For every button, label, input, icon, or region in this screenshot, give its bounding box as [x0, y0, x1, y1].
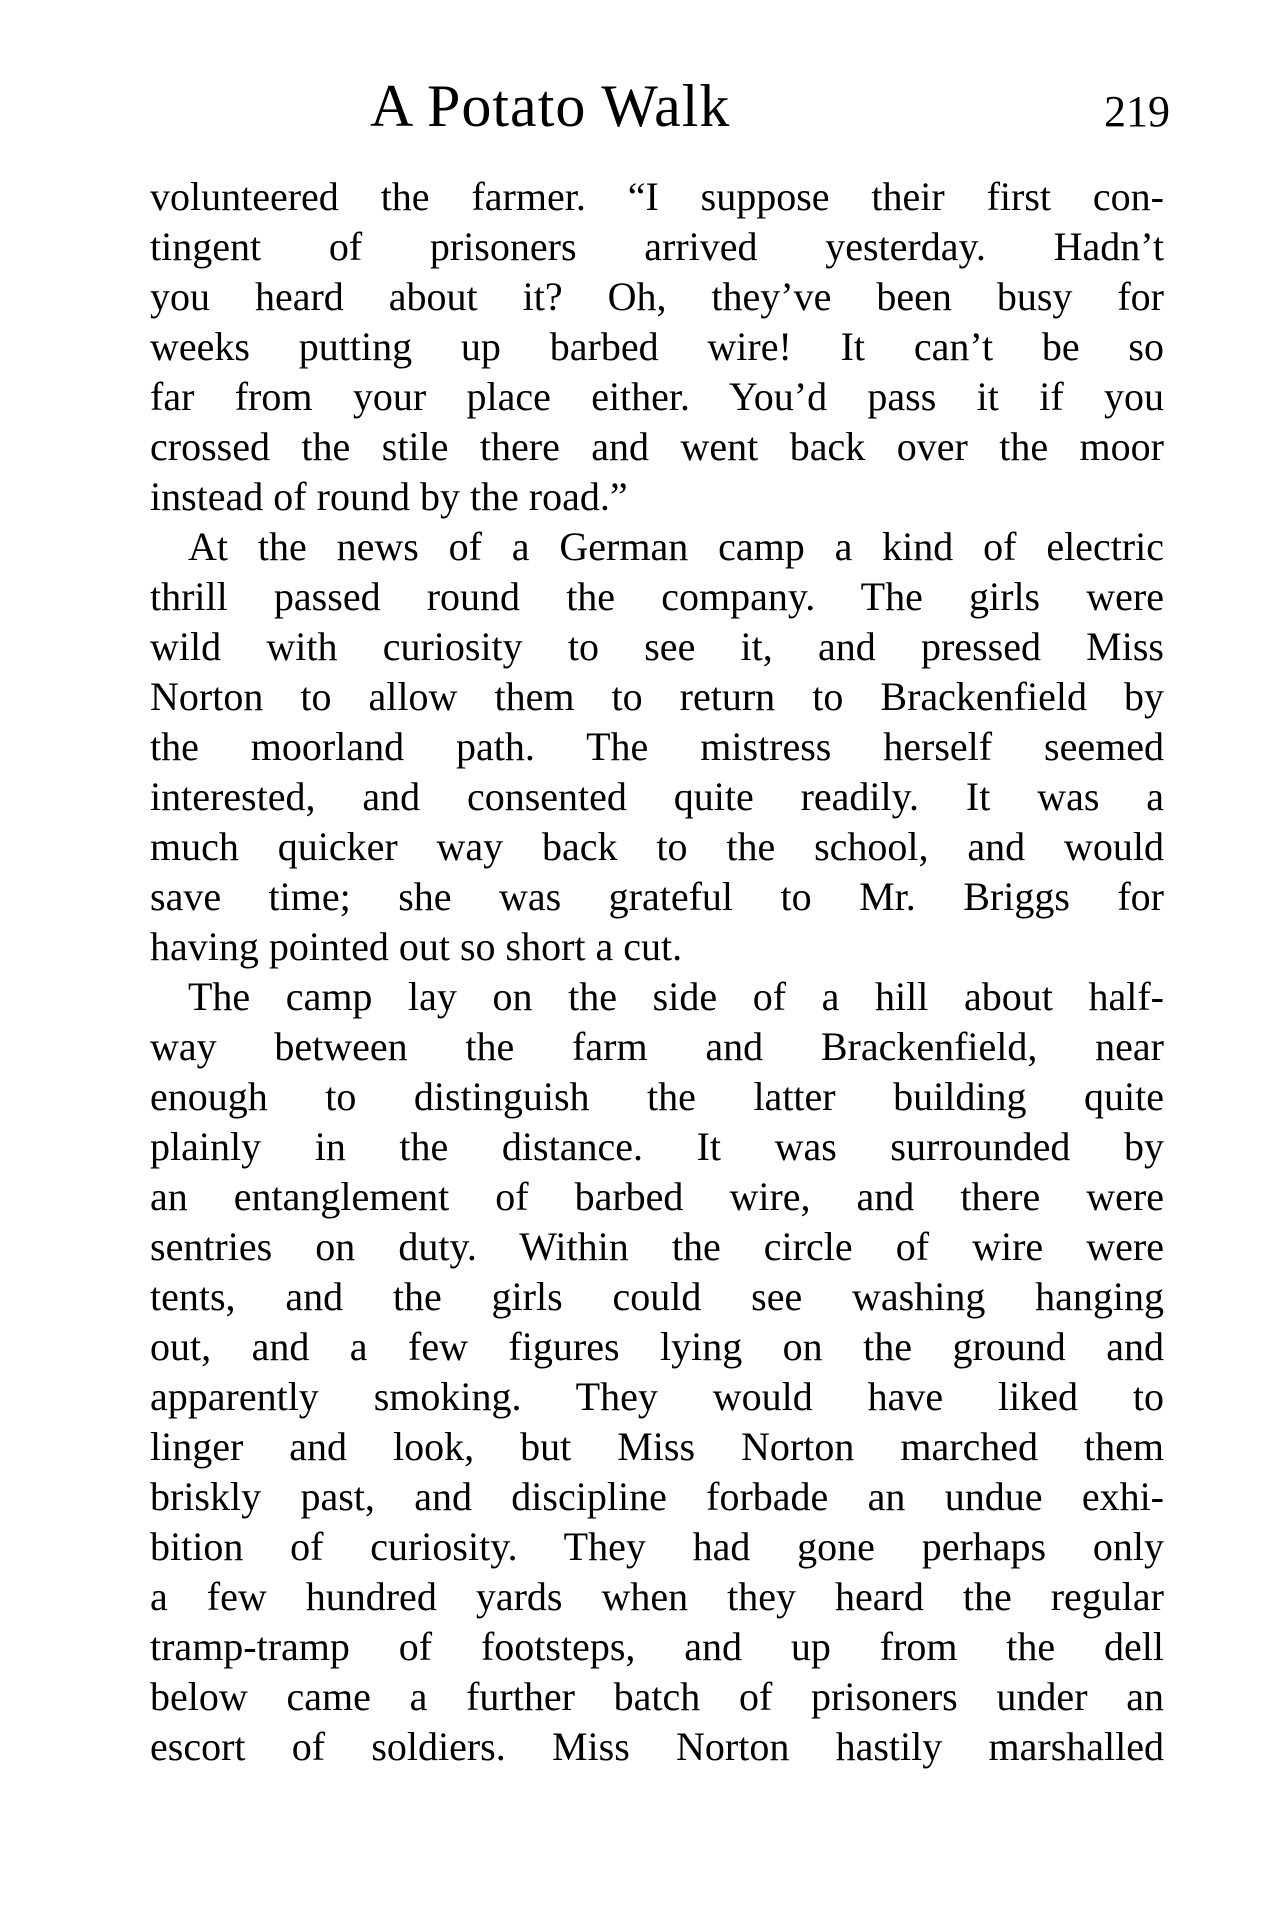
text-line: crossed the stile there and went back over the moor: [150, 424, 1164, 469]
text-line: tingent of prisoners arrived yesterday. Hadn’t: [150, 224, 1164, 269]
text-line: out, and a few figures lying on the ground and: [150, 1324, 1164, 1369]
text-line: briskly past, and discipline forbade an undue exhi-: [150, 1474, 1164, 1519]
text-line: far from your place either. You’d pass it if you: [150, 374, 1164, 419]
text-line: weeks putting up barbed wire! It can’t be so: [150, 324, 1164, 369]
text-line: instead of round by the road.”: [150, 474, 628, 519]
text-line: a few hundred yards when they heard the regular: [150, 1574, 1164, 1619]
text-line: linger and look, but Miss Norton marched them: [150, 1424, 1164, 1469]
text-line: tents, and the girls could see washing hanging: [150, 1274, 1164, 1319]
text-line: tramp-tramp of footsteps, and up from the dell: [150, 1624, 1164, 1669]
text-line: you heard about it? Oh, they’ve been busy for: [150, 274, 1164, 319]
text-line: way between the farm and Brackenfield, near: [150, 1024, 1164, 1069]
text-line: wild with curiosity to see it, and pressed Miss: [150, 624, 1164, 669]
text-line: volunteered the farmer. “I suppose their first con-: [150, 174, 1164, 219]
text-line: much quicker way back to the school, and would: [150, 824, 1164, 869]
running-title: A Potato Walk: [370, 73, 731, 139]
text-line: sentries on duty. Within the circle of wire were: [150, 1224, 1164, 1269]
text-line: plainly in the distance. It was surrounded by: [150, 1124, 1164, 1169]
text-line: the moorland path. The mistress herself seemed: [150, 724, 1164, 769]
page-number: 219: [1104, 87, 1170, 136]
text-line: having pointed out so short a cut.: [150, 924, 683, 969]
text-line: thrill passed round the company. The girls were: [150, 574, 1164, 619]
text-line: escort of soldiers. Miss Norton hastily marshalled: [150, 1724, 1164, 1769]
body-text: [150, 172, 1164, 1772]
text-line: save time; she was grateful to Mr. Briggs for: [150, 874, 1164, 919]
text-line: below came a further batch of prisoners under an: [150, 1674, 1164, 1719]
text-line: Norton to allow them to return to Brackenfield by: [150, 674, 1164, 719]
text-line: At the news of a German camp a kind of electric: [188, 524, 1164, 569]
text-line: interested, and consented quite readily. It was a: [150, 774, 1164, 819]
text-line: bition of curiosity. They had gone perhaps only: [150, 1524, 1164, 1569]
text-line: enough to distinguish the latter building quite: [150, 1074, 1164, 1119]
text-line: an entanglement of barbed wire, and there were: [150, 1174, 1164, 1219]
text-line: The camp lay on the side of a hill about half-: [188, 974, 1164, 1019]
text-line: apparently smoking. They would have liked to: [150, 1374, 1164, 1419]
